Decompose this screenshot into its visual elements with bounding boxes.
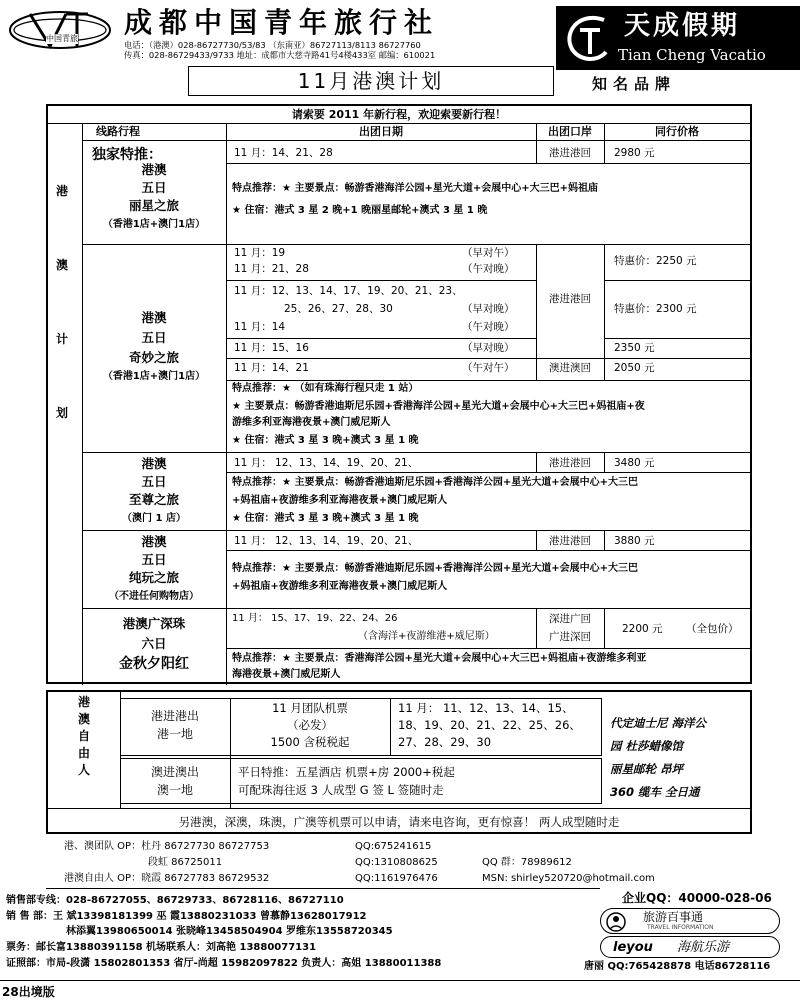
col-price: 同行价格	[655, 125, 699, 138]
route-price: 2050 元	[614, 362, 655, 374]
route-name: 港澳	[141, 310, 167, 325]
route-name: 港澳	[141, 162, 167, 177]
route-price: 3880 元	[614, 535, 655, 547]
leyou-logo: leyou	[613, 940, 653, 955]
agent-line: 代定迪士尼 海洋公	[610, 716, 707, 730]
free-route-name: 澳进澳出	[150, 765, 199, 779]
free-dates: 11 月： 11、12、13、14、15、	[398, 701, 574, 715]
free-info: 可配珠海往返 3 人成型 G 签 L 签随时走	[238, 783, 444, 797]
store-contact: 唐丽 QQ:765428878 电话86728116	[584, 961, 771, 972]
route-note: （香港1店+澳门1店）	[102, 219, 206, 230]
agent-line: 丽星邮轮 昂坪	[610, 762, 684, 776]
logo-text: 中国青旅	[46, 34, 78, 43]
route-detail: 特点推荐：★ 主要景点：畅游香港海洋公园+星光大道+会展中心+大三巴+妈祖庙	[232, 183, 598, 194]
sales-line: 票务：邮长富13880391158 机场联系人：刘高艳 13880077131	[6, 942, 317, 953]
route-date-time: （午对晚）	[462, 321, 515, 333]
route-detail: ★ 住宿：港式 3 星 3 晚+澳式 3 星 1 晚	[232, 435, 419, 446]
sales-line: 销 售 部：王 斌13398181399 巫 霞13880231033 曾慕静13628017912	[6, 911, 367, 922]
free-side-char: 澳	[77, 712, 90, 726]
route-detail: 特点推荐：★ （如有珠海行程只走 1 站）	[232, 383, 419, 394]
route-detail: 游维多利亚海港夜景+澳门威尼斯人	[232, 417, 391, 428]
route-price-note: （全包价）	[686, 623, 739, 635]
route-title: 奇妙之旅	[128, 350, 179, 365]
route-detail: 海港夜景+澳门威尼斯人	[232, 669, 341, 680]
route-price: 特惠价：2250 元	[614, 255, 697, 267]
route-note: （香港1店+澳门1店）	[102, 371, 206, 382]
contact-qq: QQ:675241615	[355, 841, 432, 852]
route-port: 港进港回	[549, 293, 591, 305]
route-note: （澳门 1 店）	[122, 513, 186, 524]
route-row	[82, 530, 752, 608]
route-port: 广进深回	[549, 631, 591, 643]
route-date: 11 月： 15、17、19、22、24、26	[232, 613, 398, 624]
agent-line: 360 缆车 全日通	[610, 785, 700, 799]
route-date: 11 月：12、13、14、17、19、20、21、23、	[234, 285, 463, 297]
route-date: 11 月：21、28	[234, 263, 309, 275]
free-ticket: （必发）	[287, 718, 333, 732]
route-port: 澳进澳回	[549, 362, 591, 374]
route-port: 港进港回	[549, 535, 591, 547]
route-title: 纯玩之旅	[128, 570, 179, 585]
route-name: 港澳	[141, 456, 167, 471]
route-detail: ★ 住宿：港式 3 星 2 晚+1 晚丽星邮轮+澳式 3 星 1 晚	[232, 205, 488, 216]
route-price: 特惠价：2300 元	[614, 303, 697, 315]
badge-title: 旅游百事通	[643, 910, 704, 924]
free-side-char: 人	[77, 763, 90, 777]
free-dates: 18、19、20、21、22、25、26、	[398, 718, 581, 732]
route-title: 丽星之旅	[128, 198, 179, 213]
route-date-time: （午对午）	[462, 362, 515, 374]
logo	[6, 8, 114, 52]
side-label-0: 港	[56, 184, 69, 198]
route-date-time: （早对晚）	[462, 303, 515, 315]
sales-line: 证照部：市局-段潇 15802801353 省厅-尚超 15982097822 负责人：高姐 13880011388	[6, 958, 442, 969]
route-row	[82, 140, 752, 244]
col-port: 出团口岸	[548, 125, 592, 138]
route-detail: 特点推荐：★ 主要景点：畅游香港迪斯尼乐园+香港海洋公园+星光大道+会展中心+大三巴	[232, 563, 638, 574]
col-date: 出团日期	[359, 125, 403, 138]
brand-en: Tian Cheng Vacatio	[618, 46, 766, 64]
notice: 请索要 2011 年新行程，欢迎索要新行程！	[291, 108, 507, 121]
contact-msn: MSN: shirley520720@hotmail.com	[482, 873, 655, 884]
contact-op: 港澳自由人 OP：晓霞 86727783 86729532	[64, 873, 270, 884]
free-route-name: 港一地	[156, 727, 193, 741]
sales-line: 林添翼13980650014 张晓峰13458504904 罗维东13558720345	[66, 926, 393, 937]
route-date: 11 月：15、16	[234, 342, 309, 354]
route-price: 2980 元	[614, 147, 655, 159]
col-route: 线路行程	[96, 125, 140, 138]
free-footer: 另港澳，深澳，珠澳，广澳等机票可以申请，请来电咨询，更有惊喜！ 两人成型随时走	[178, 815, 620, 829]
route-days: 五日	[141, 180, 167, 195]
free-ticket: 1500 含税税起	[270, 735, 350, 749]
side-label-1: 澳	[56, 258, 69, 272]
route-port: 港进港回	[549, 147, 591, 159]
contact-op: 段虹 86725011	[148, 857, 223, 868]
route-title: 金秋夕阳红	[119, 656, 189, 672]
free-info: 平日特推：五星酒店 机票+房 2000+税起	[238, 765, 455, 779]
route-note: （不进任何购物店）	[109, 591, 199, 602]
brand-box	[556, 6, 800, 70]
badge-subtitle: TRAVEL INFORMATION	[647, 924, 714, 931]
company-name: 成都中国青年旅行社	[124, 6, 440, 39]
traveler-icon	[605, 911, 627, 933]
route-title: 至尊之旅	[128, 492, 179, 507]
route-date: 11 月：14	[234, 321, 286, 333]
route-price: 2200 元	[622, 623, 663, 635]
route-detail: ★ 住宿：港式 3 星 3 晚+澳式 3 星 1 晚	[232, 513, 419, 524]
leyou-badge	[600, 936, 780, 958]
brand-logo-icon	[562, 10, 610, 66]
side-label-2: 计	[56, 332, 69, 346]
route-name: 港澳广深珠	[122, 616, 186, 631]
contact-extra: QQ 群：78989612	[482, 857, 572, 868]
side-label-3: 划	[56, 406, 69, 420]
agent-line: 园 杜莎蜡像馆	[610, 739, 684, 753]
free-dates: 27、28、29、30	[398, 735, 492, 749]
route-days: 五日	[141, 552, 167, 567]
route-detail: 特点推荐：★ 主要景点：香港海洋公园+星光大道+会展中心+大三巴+妈祖庙+夜游维多利亚	[232, 653, 647, 664]
agent-services	[610, 712, 706, 804]
route-date: 11 月： 12、13、14、19、20、21、	[234, 535, 419, 547]
free-side-char: 由	[77, 746, 90, 760]
route-price: 2350 元	[614, 342, 655, 354]
brand-slogan: 知名品牌	[592, 75, 677, 93]
route-date: 11 月：14、21、28	[234, 147, 333, 159]
contact-line-2: 传真：028-86729433/9733 地址：成都市大慈寺路41号4楼433室 邮编：610021	[124, 50, 436, 60]
route-date: 11 月： 12、13、14、19、20、21、	[234, 457, 419, 469]
free-route-name: 澳一地	[156, 783, 193, 797]
page-title: 11月港澳计划	[297, 69, 445, 93]
enterprise-qq: 企业QQ：40000-028-06	[622, 891, 772, 905]
route-date-time: （早对晚）	[462, 342, 515, 354]
route-row	[82, 608, 752, 684]
route-tag: 独家特推：	[92, 147, 162, 163]
contact-line-1: 电话：（港澳）028-86727730/53/83 （东南亚）86727113/8113 86727760	[124, 40, 421, 50]
contact-qq: QQ:1161976476	[355, 873, 438, 884]
route-days: 六日	[141, 636, 167, 651]
route-days: 五日	[141, 330, 167, 345]
route-date: 25、26、27、28、30	[284, 303, 393, 315]
free-side-char: 港	[77, 695, 90, 709]
free-ticket: 11 月团队机票	[272, 701, 348, 715]
contact-qq: QQ:1310808625	[355, 857, 438, 868]
route-date: 11 月：14、21	[234, 362, 309, 374]
brand-cn: 天成假期	[624, 11, 741, 41]
route-detail: ★ 主要景点：畅游香港迪斯尼乐园+香港海洋公园+星光大道+会展中心+大三巴+妈祖庙+夜	[232, 401, 645, 412]
route-row	[82, 452, 752, 530]
route-port: 深进广回	[549, 613, 591, 625]
route-port: 港进港回	[549, 457, 591, 469]
route-date: （含海洋+夜游维港+威尼斯）	[358, 631, 495, 642]
page-number: 28出境版	[2, 985, 55, 999]
free-side	[48, 694, 120, 779]
route-row	[82, 244, 752, 452]
contact-op: 港、澳团队 OP：杜丹 86727730 86727753	[64, 841, 270, 852]
route-detail: 特点推荐：★ 主要景点：畅游香港迪斯尼乐园+香港海洋公园+星光大道+会展中心+大三巴	[232, 477, 638, 488]
route-detail: +妈祖庙+夜游维多利亚海港夜景+澳门威尼斯人	[232, 495, 448, 506]
route-price: 3480 元	[614, 457, 655, 469]
route-date-time: （午对晚）	[462, 263, 515, 275]
route-date: 11 月：19	[234, 247, 286, 259]
free-route-name: 港进港出	[150, 709, 199, 723]
free-side-char: 自	[77, 729, 90, 743]
leyou-title: 海航乐游	[677, 940, 730, 955]
sales-line: 销售部专线：028-86727055、86729733、86728116、86727110	[6, 895, 344, 906]
route-detail: +妈祖庙+夜游维多利亚海港夜景+澳门威尼斯人	[232, 581, 448, 592]
logo-emblem-icon	[6, 8, 114, 52]
travel-badge	[600, 908, 780, 934]
route-days: 五日	[141, 474, 167, 489]
route-date-time: （早对午）	[462, 247, 515, 259]
route-name: 港澳	[141, 534, 167, 549]
